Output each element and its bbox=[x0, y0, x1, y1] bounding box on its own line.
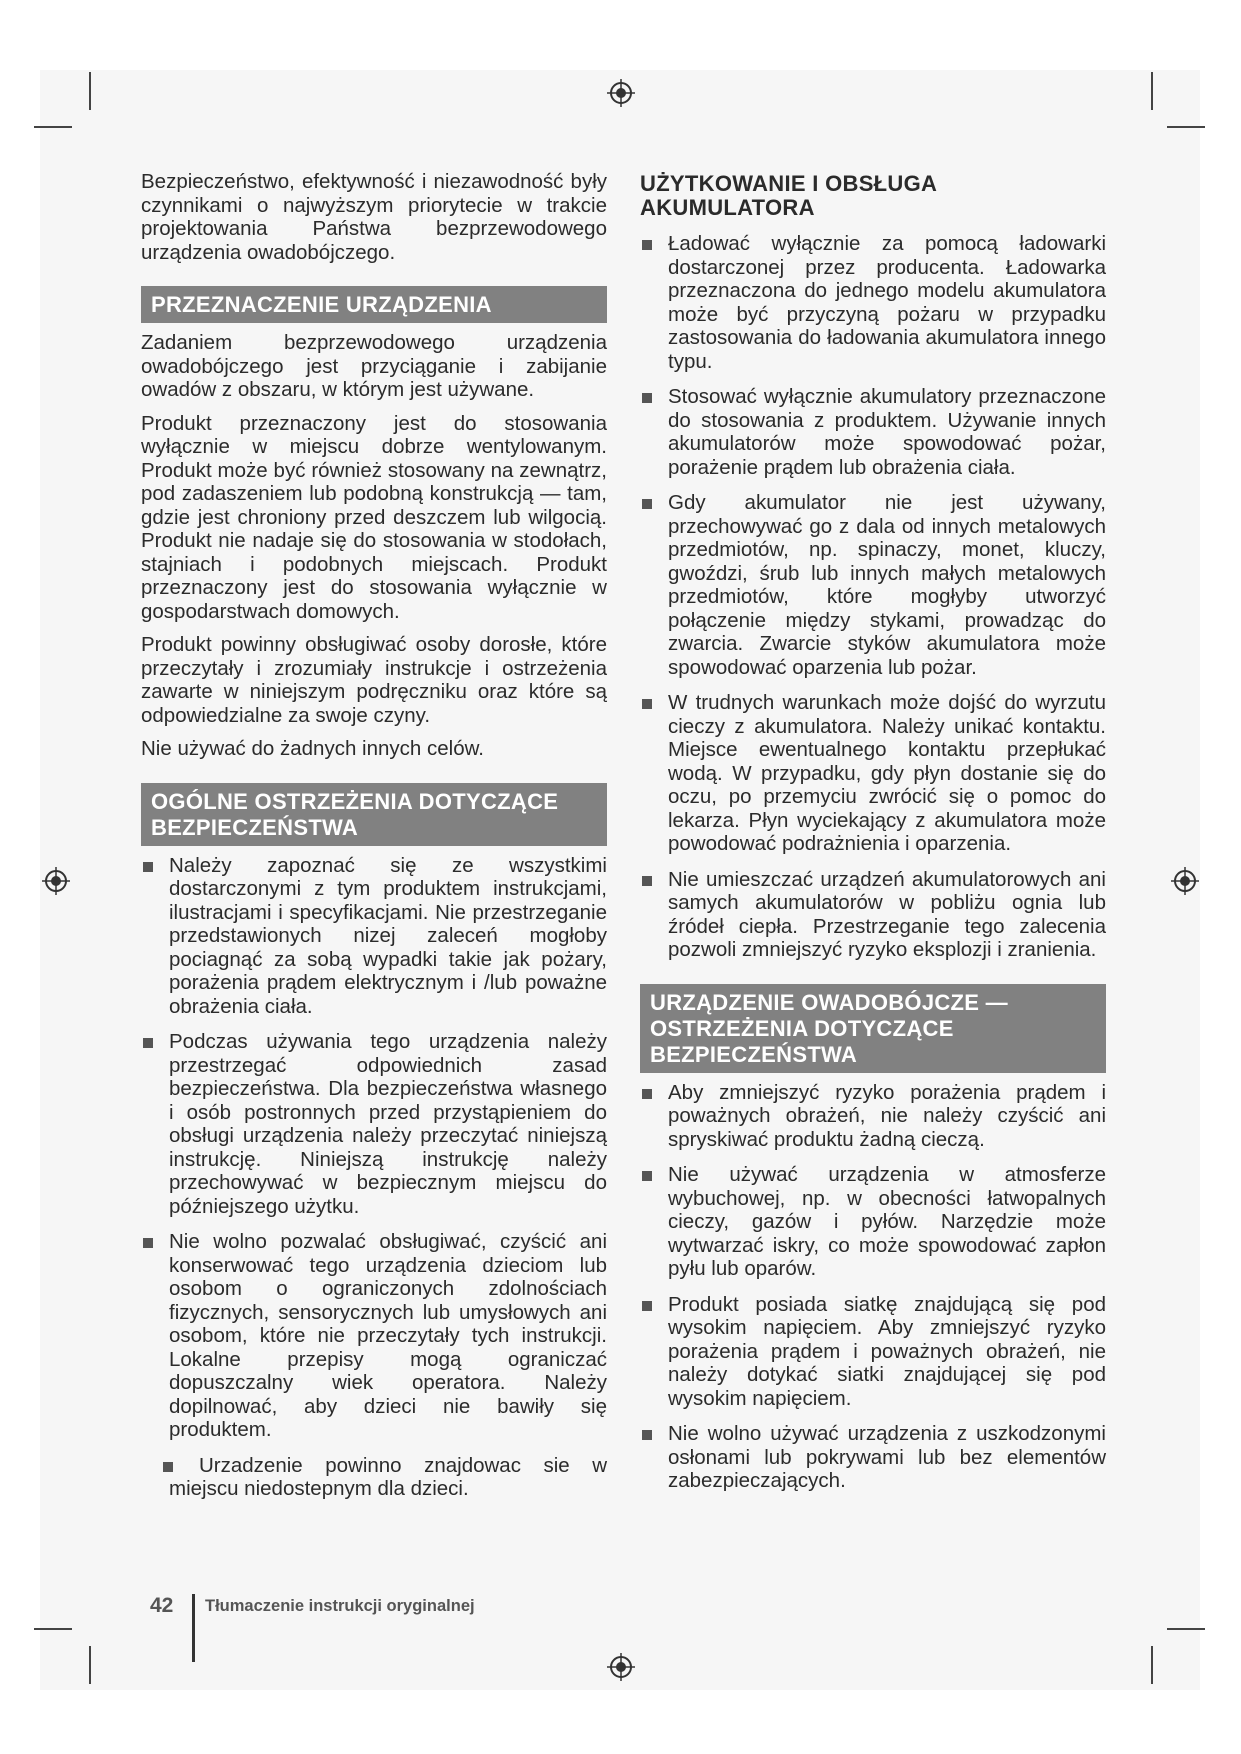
list-item bbox=[640, 491, 1106, 679]
list-item bbox=[141, 1030, 607, 1218]
list-item-text: Podczas używania tego urządzenia należy przestrzegać odpowiednich zasad bezpieczeństwa. Dla bezpieczeństwa własnego i osób postronnych przed przystąpieniem do obsługi urządzenia należy przeczytać niniejszą instrukcję. Niniejszą instrukcję należy przechowywać w bezpiecznym miejscu do późniejszego użytku. bbox=[169, 1030, 607, 1218]
section-heading-battery: UŻYTKOWANIE I OBSŁUGA AKUMULATORA bbox=[640, 171, 937, 220]
square-bullet-icon bbox=[642, 393, 652, 403]
square-bullet-icon bbox=[642, 1301, 652, 1311]
section-heading-purpose: PRZEZNACZENIE URZĄDZENIA bbox=[141, 286, 607, 323]
square-bullet-icon bbox=[642, 1430, 652, 1440]
square-bullet-icon bbox=[143, 1038, 153, 1048]
list-item bbox=[640, 691, 1106, 856]
list-item-text: Nie wolno używać urządzenia z uszkodzonymi osłonami lub pokrywami lub bez elementów zabezpieczających. bbox=[668, 1422, 1106, 1492]
list-item bbox=[141, 1230, 607, 1442]
list-item-text: Nie umieszczać urządzeń akumulatorowych ani samych akumulatorów w pobliżu ognia lub źródeł ciepła. Przestrzeganie tego zalecenia pozwoli zmniejszyć ryzyko eksplozji i zranienia. bbox=[668, 867, 1106, 961]
right-column bbox=[640, 170, 1106, 1505]
list-item-text: Nie wolno pozwalać obsługiwać, czyścić ani konserwować tego urządzenia dzieciom lub osobom o ograniczonych zdolnościach fizycznych, sensorycznych lub umysłowych ani osobom, które nie przeczytały tych instrukcji. Lokalne przepisy mogą ograniczać dopuszczalny wiek operatora. Należy dopilnować, aby dzieci nie bawiły się produktem. bbox=[169, 1230, 607, 1441]
registration-mark-icon bbox=[1170, 866, 1200, 896]
list-item bbox=[640, 1163, 1106, 1281]
list-item-text: Stosować wyłącznie akumulatory przeznaczone do stosowania z produktem. Używanie innych akumulatorów może spowodować pożar, porażenie prądem lub obrażenia ciała. bbox=[668, 385, 1106, 479]
crop-mark bbox=[89, 1646, 91, 1684]
crop-mark bbox=[1151, 1646, 1153, 1684]
purpose-paragraph-2: Produkt przeznaczony jest do stosowania wyłącznie w miejscu dobrze wentylowanym. Produkt może być również stosowany na zewnątrz, pod zadaszeniem lub podobną konstrukcją — tam, gdzie jest chroniony przed deszczem lub wilgocią. Produkt nie nadaje się do stosowania w stodołach, stajniach i podobnych miejscach. Produkt przeznaczony jest do stosowania wyłącznie w gospodarstwach domowych. bbox=[141, 411, 607, 623]
registration-mark-icon bbox=[606, 78, 636, 108]
insect-killer-warnings-list bbox=[640, 1081, 1106, 1493]
list-item bbox=[640, 232, 1106, 373]
section-heading-insect-killer-warnings: URZĄDZENIE OWADOBÓJCZE — OSTRZEŻENIA DOTYCZĄCE BEZPIECZEŃSTWA bbox=[640, 984, 1106, 1073]
crop-mark bbox=[89, 72, 91, 110]
square-bullet-icon bbox=[642, 876, 652, 886]
list-item-text: Produkt posiada siatkę znajdującą się pod wysokim napięciem. Aby zmniejszyć ryzyko porażenia prądem i poważnych obrażeń, nie należy dotykać siatki znajdującej się pod wysokim napięciem. bbox=[668, 1292, 1106, 1410]
list-item-text: Aby zmniejszyć ryzyko porażenia prądem i poważnych obrażeń, nie należy czyścić ani spryskiwać produktu żadną cieczą. bbox=[668, 1080, 1106, 1151]
list-item bbox=[640, 385, 1106, 479]
crop-mark bbox=[34, 126, 72, 128]
square-bullet-icon bbox=[642, 699, 652, 709]
list-item bbox=[640, 1293, 1106, 1411]
square-bullet-icon bbox=[143, 862, 153, 872]
square-bullet-icon bbox=[642, 1171, 652, 1181]
general-warnings-list bbox=[141, 854, 607, 1442]
crop-mark bbox=[1151, 72, 1153, 110]
registration-mark-icon bbox=[41, 866, 71, 896]
section-heading-general-warnings: OGÓLNE OSTRZEŻENIA DOTYCZĄCE BEZPIECZEŃSTWA bbox=[141, 783, 607, 846]
crop-mark bbox=[1167, 1628, 1205, 1630]
purpose-paragraph-4: Nie używać do żadnych innych celów. bbox=[141, 737, 484, 760]
crop-mark bbox=[34, 1628, 72, 1630]
list-item-text: Gdy akumulator nie jest używany, przechowywać go z dala od innych metalowych przedmiotów, np. spinaczy, monet, kluczy, gwoździ, śrub lub innych małych metalowych przedmiotów, które mogłyby utworzyć połączenie między stykami, prowadząc do zwarcia. Zwarcie styków akumulatora może spowodować oparzenia lub pożar. bbox=[668, 491, 1106, 679]
list-item bbox=[640, 1422, 1106, 1493]
page-number: 42 bbox=[150, 1594, 174, 1617]
battery-list bbox=[640, 232, 1106, 962]
list-item-text: W trudnych warunkach może dojść do wyrzutu cieczy z akumulatora. Należy unikać kontaktu. Miejsce ewentualnego kontaktu przepłukać wodą. W przypadku, gdy płyn dostanie się do oczu, po przemyciu zwrócić się o pomoc do lekarza. Płyn wyciekający z akumulatora może powodować podrażnienia i oparzenia. bbox=[668, 691, 1106, 855]
intro-paragraph: Bezpieczeństwo, efektywność i niezawodność były czynnikami o najwyższym priorytecie w trakcie projektowania Państwa bezprzewodowego urządzenia owadobójczego. bbox=[141, 170, 607, 264]
square-bullet-icon bbox=[642, 240, 652, 250]
crop-mark bbox=[1167, 126, 1205, 128]
left-column bbox=[141, 170, 607, 1501]
purpose-paragraph-1: Zadaniem bezprzewodowego urządzenia owadobójczego jest przyciąganie i zabijanie owadów z obszaru, w którym jest używane. bbox=[141, 331, 607, 401]
square-bullet-icon bbox=[143, 1238, 153, 1248]
list-item bbox=[640, 868, 1106, 962]
footer-divider bbox=[192, 1594, 195, 1662]
purpose-paragraph-3: Produkt powinny obsługiwać osoby dorosłe, które przeczytały i zrozumiały instrukcje i ostrzeżenia zawarte w niniejszym podręczniku oraz które są odpowiedzialne za swoje czyny. bbox=[141, 633, 607, 727]
list-item-text: Nie używać urządzenia w atmosferze wybuchowej, np. w obecności łatwopalnych cieczy, gazów i pyłów. Narzędzie może wytwarzać iskry, co może spowodować zapłon pyłu lub oparów. bbox=[668, 1163, 1106, 1280]
child-safety-note-text: Urzadzenie powinno znajdowac sie w miejscu niedostepnym dla dzieci. bbox=[169, 1453, 607, 1500]
square-bullet-icon bbox=[642, 1089, 652, 1099]
list-item-text: Należy zapoznać się ze wszystkimi dostarczonymi z tym produktem instrukcjami, ilustracjami i specyfikacjami. Nie przestrzeganie przedstawionych nizej zaleceń mogłoby pociagnąć za sobą wypadki takie jak pożary, porażenia prądem elektrycznym i /lub poważne obrażenia ciała. bbox=[169, 853, 607, 1018]
list-item-text: Ładować wyłącznie za pomocą ładowarki dostarczonej przez producenta. Ładowarka przeznaczona do jednego modelu akumulatora może być przyczyną pożaru w przypadku zastosowania do ładowania akumulatora innego typu. bbox=[668, 232, 1106, 373]
list-item bbox=[141, 854, 607, 1019]
square-bullet-icon bbox=[163, 1462, 173, 1472]
child-safety-note bbox=[141, 1454, 607, 1501]
list-item bbox=[640, 1081, 1106, 1152]
registration-mark-icon bbox=[606, 1652, 636, 1682]
square-bullet-icon bbox=[642, 499, 652, 509]
footer-caption: Tłumaczenie instrukcji oryginalnej bbox=[205, 1597, 475, 1615]
